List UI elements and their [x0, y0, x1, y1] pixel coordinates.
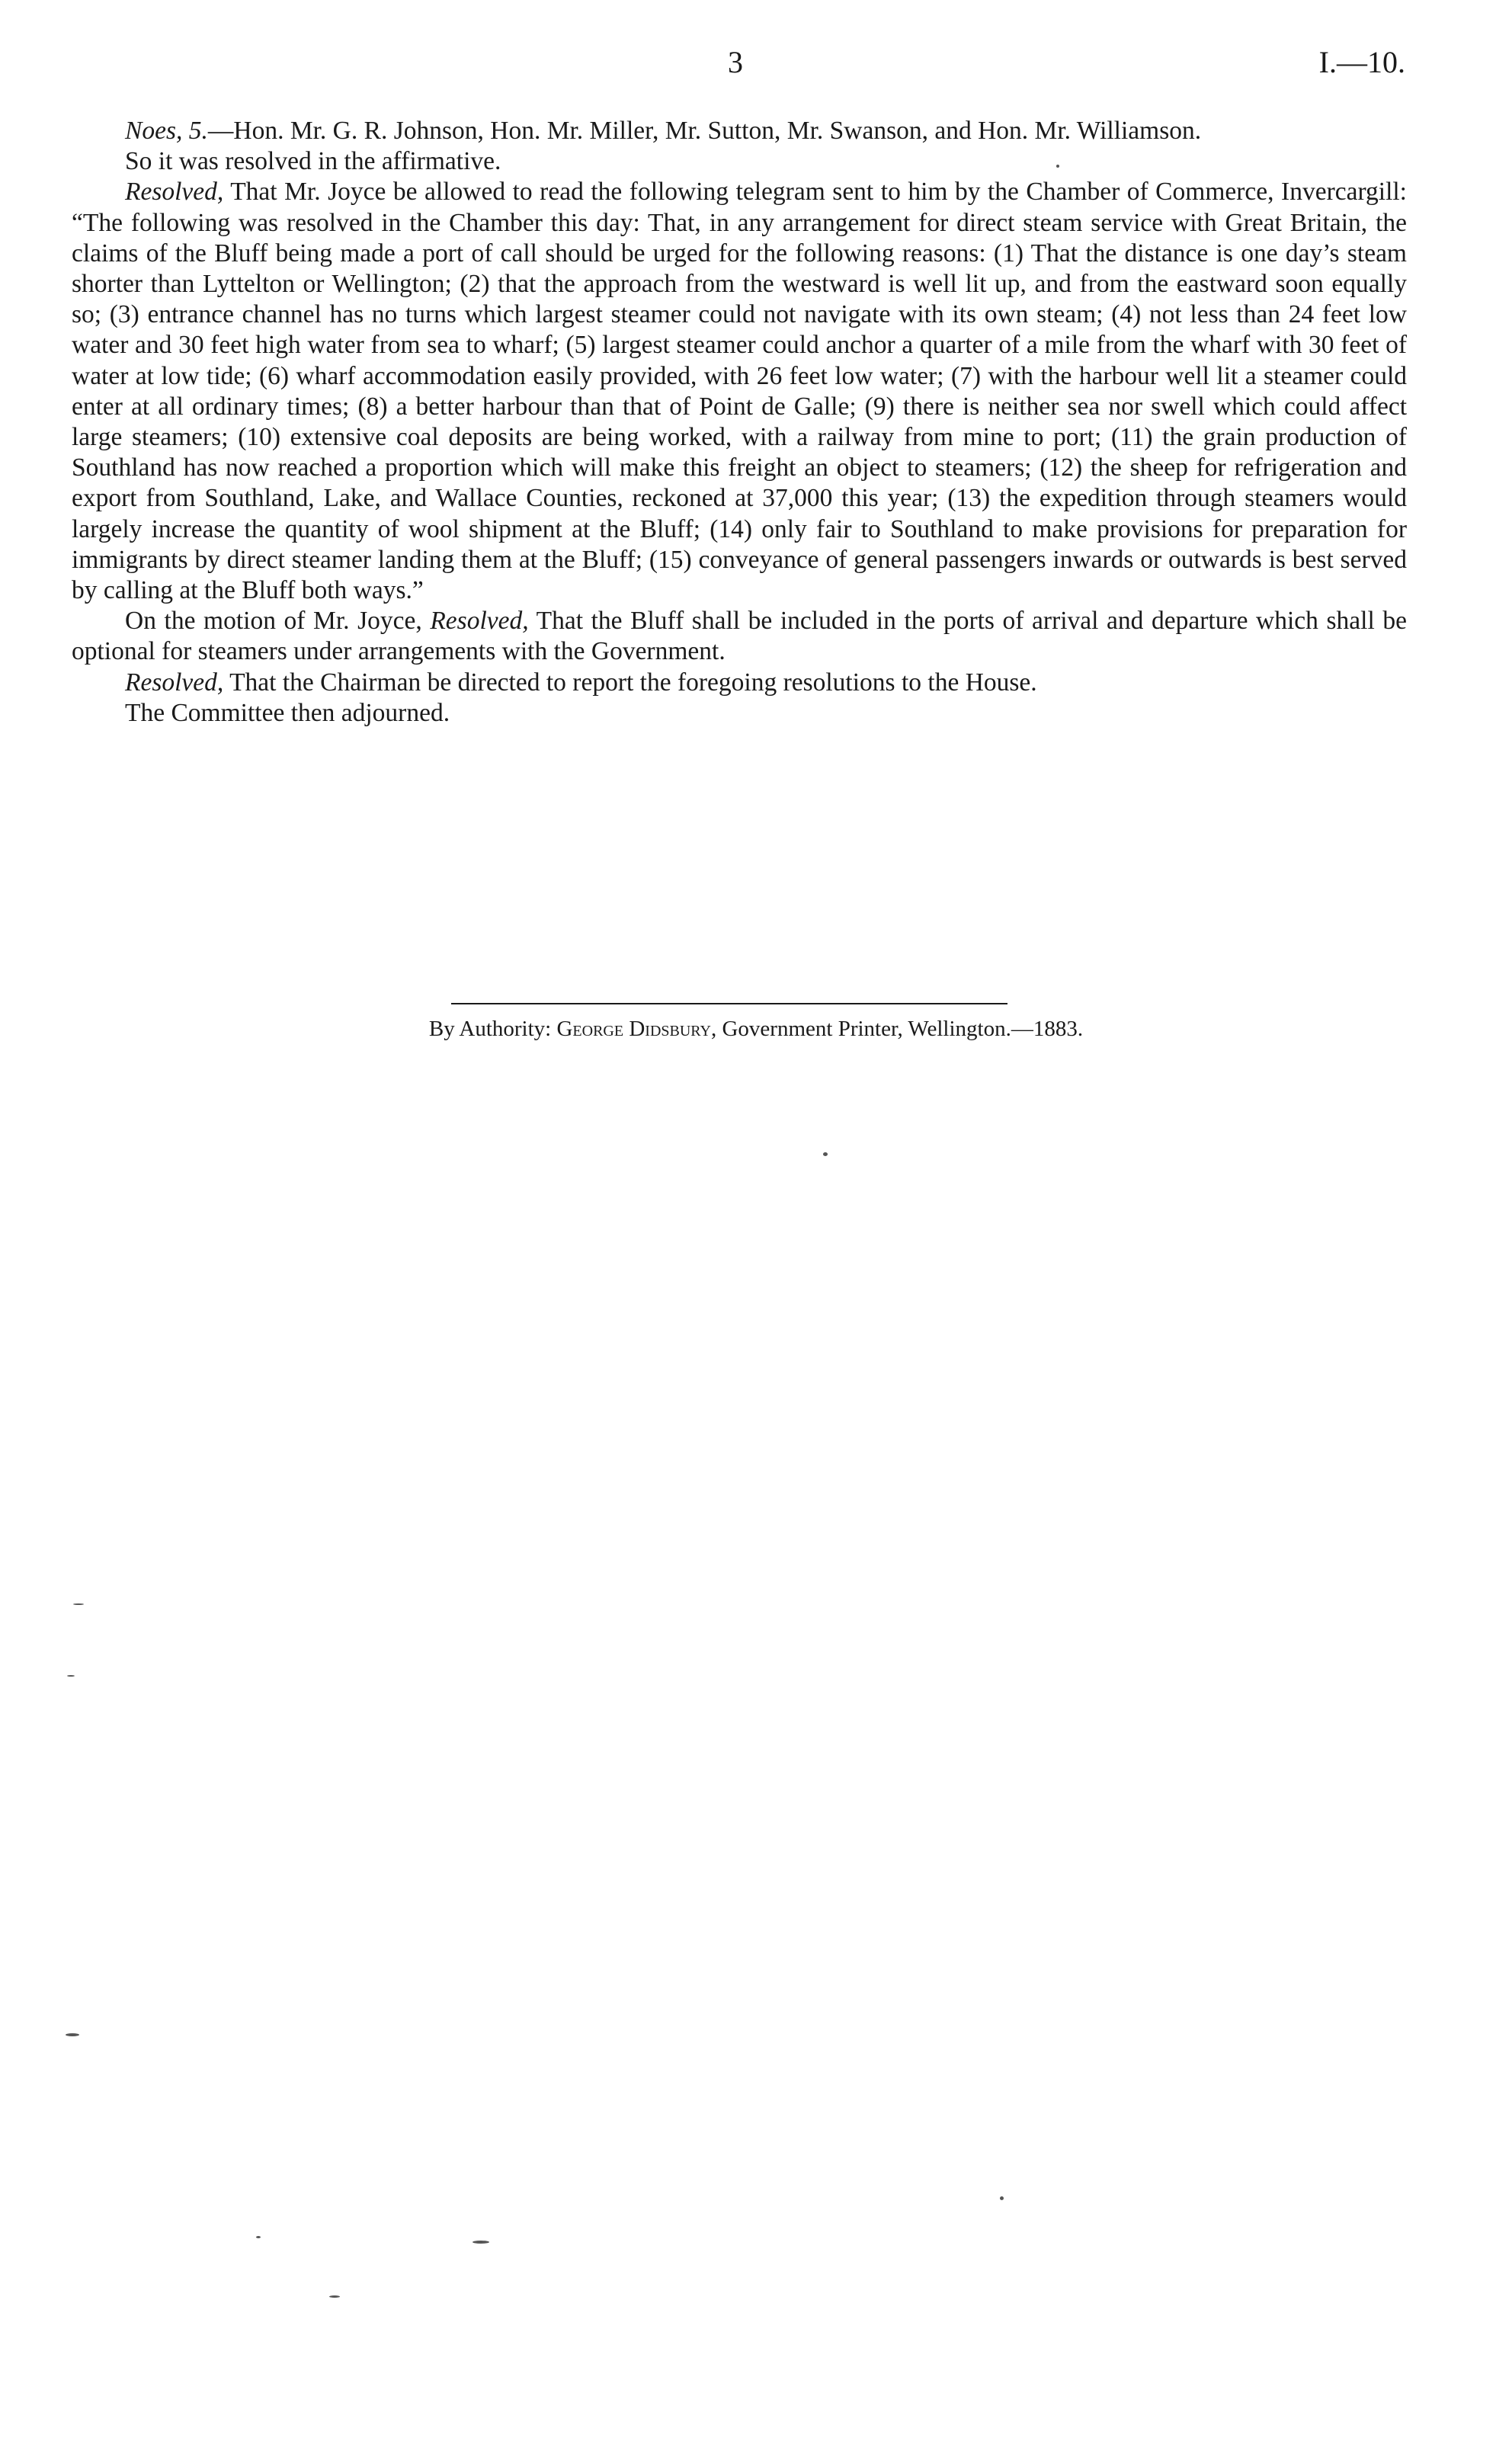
paragraph-adjourned	[72, 698, 1407, 729]
scan-speck	[66, 2033, 79, 2036]
scan-speck	[823, 1152, 828, 1156]
body-text	[72, 116, 1407, 729]
motion-resolved: Resolved,	[430, 607, 529, 636]
scan-speck	[73, 1603, 84, 1605]
noes-text: —Hon. Mr. G. R. Johnson, Hon. Mr. Miller, Mr. Sutton, Mr. Swanson, and Hon. Mr. Williamson.	[207, 117, 1202, 145]
paragraph-affirmative	[72, 146, 1407, 177]
noes-lead: Noes, 5.	[125, 117, 208, 145]
motion-text: That the Bluff shall be included in the ports of arrival and departure which shall be optional for steamers under arrangements with the Government.	[72, 607, 1407, 666]
imprint-prefix: By Authority:	[428, 1017, 557, 1041]
paragraph-chairman-report	[72, 668, 1407, 698]
paragraph-bluff-motion	[72, 606, 1407, 667]
page-number: 3	[728, 45, 743, 79]
chairman-text: That the Chairman be directed to report the foregoing resolutions to the House.	[223, 668, 1037, 697]
resolved-lead: Resolved,	[125, 668, 224, 697]
printer-name: George Didsbury	[556, 1017, 711, 1041]
scan-speck	[1056, 165, 1059, 168]
scan-speck	[67, 1675, 75, 1677]
resolved-lead: Resolved,	[125, 178, 224, 207]
affirmative-text: So it was resolved in the affirmative.	[125, 147, 501, 176]
motion-intro: On the motion of Mr. Joyce,	[125, 607, 431, 636]
scan-speck	[256, 2236, 261, 2238]
scan-speck	[329, 2295, 340, 2298]
telegram-text: That Mr. Joyce be allowed to read the following telegram sent to him by the Chamber of Commerce, Invercargill: “The following was resolved in the Chamber this day: That, in any arrangement for direct steam service with Great Britain, the claims of the Bluff being made a port of call should be urged for the following reasons: (1) That the distance is one day’s steam shorter than Lyttelton or Wellington; (2) that the approach from the westward is well lit up, and from the eastward soon equally so; (3) entrance channel has no turns which largest steamer could not navigate with its own steam; (4) not less than 24 feet low water and 30 feet high water from sea to wharf; (5) largest steamer could anchor a quarter of a mile from the wharf with 30 feet of water at low tide; (6) wharf accommodation easily provided, with 26 feet low water; (7) with the harbour well lit a steamer could enter at all ordinary times; (8) a better harbour than that of Point de Galle; (9) there is neither sea nor swell which could affect large steamers; (10) extensive coal deposits are being worked, with a railway from mine to port; (11) the grain production of Southland has now reached a proportion which will make this freight an object to steamers; (12) the sheep for refrigeration and export from Southland, Lake, and Wallace Counties, reckoned at 37,000 this year; (13) the expedition through steamers would largely increase the quantity of wool shipment at the Bluff; (14) only fair to Southland to make provisions for preparation for immigrants by direct steamer landing them at the Bluff; (15) conveyance of general passengers inwards or outwards is best served by calling at the Bluff both ways.”	[72, 178, 1407, 605]
adjourned-text: The Committee then adjourned.	[125, 698, 450, 727]
printer-imprint	[0, 1017, 1512, 1042]
divider-rule	[451, 1003, 1007, 1004]
page-header	[0, 44, 1512, 90]
paragraph-noes	[72, 116, 1407, 146]
document-reference: I.—10.	[1318, 45, 1405, 79]
scan-speck	[1000, 2196, 1004, 2200]
imprint-suffix: , Government Printer, Wellington.—1883.	[710, 1017, 1084, 1041]
paragraph-telegram-resolution	[72, 177, 1407, 606]
scan-speck	[472, 2241, 489, 2244]
